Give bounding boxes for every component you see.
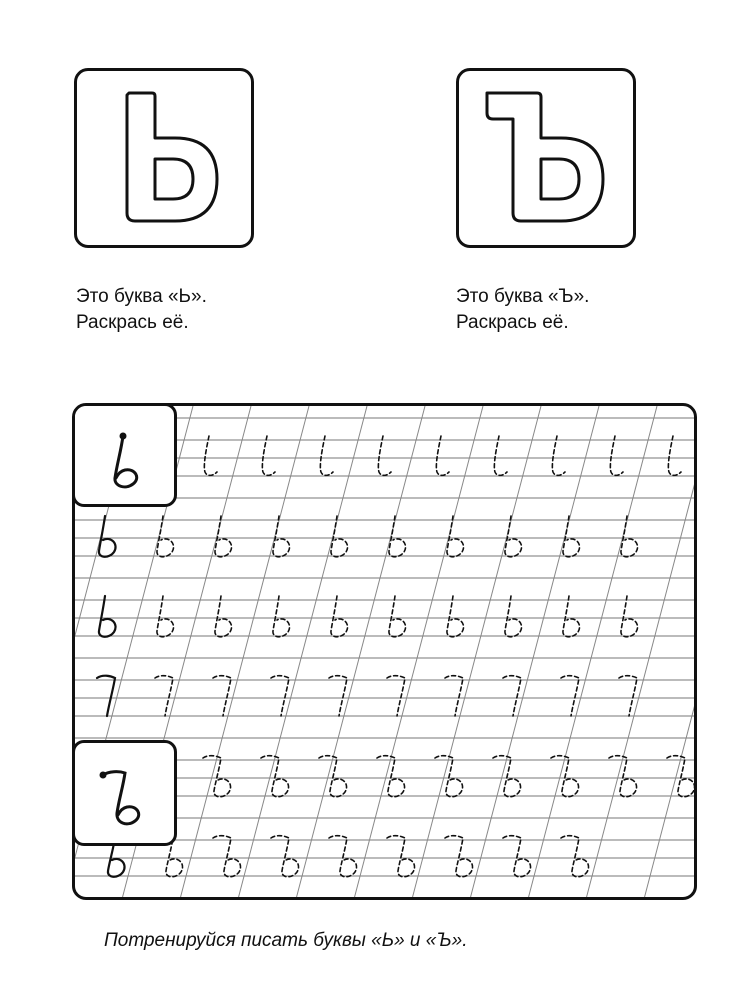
tracing-glyph-soft-sign [621,596,638,637]
tracing-glyph-soft-sign-stroke [494,436,507,475]
hard-sign-caption [456,284,589,336]
hard-sign-caption-line2: Раскрась её. [456,312,569,333]
tracing-glyph-soft-sign [563,516,580,557]
tracing-glyph-soft-sign [215,516,232,557]
tracing-glyph-soft-sign-stroke [378,436,391,475]
hard-sign-outline-glyph [459,71,633,245]
tracing-glyph-soft-sign [157,596,174,637]
tracing-glyph-hard-sign-tail [329,676,347,716]
tracing-glyph-soft-sign-stroke [320,436,333,475]
tracing-glyph-soft-sign [389,596,406,637]
tracing-glyph-soft-sign [447,516,464,557]
tracing-glyph-hard-sign-tail [97,676,115,716]
tracing-glyph-hard-sign [271,836,299,877]
tracing-glyph-hard-sign [609,756,637,797]
tracing-glyph-hard-sign-tail [503,676,521,716]
hard-sign-cursive-sample [75,743,175,843]
tracing-glyph-hard-sign [445,836,473,877]
tracing-glyph-soft-sign [331,516,348,557]
tracing-glyph-soft-sign [563,596,580,637]
slant-guide-line [411,406,541,900]
tracing-glyph-hard-sign [435,756,463,797]
tracing-glyph-soft-sign [331,596,348,637]
practice-instruction: Потренируйся писать буквы «Ь» и «Ъ». [104,930,468,951]
soft-sign-caption [76,284,207,336]
tracing-glyph-hard-sign-tail [387,676,405,716]
slant-guide-line [527,406,657,900]
tracing-glyph-soft-sign-stroke [610,436,623,475]
tracing-glyph-soft-sign [99,516,116,557]
soft-sign-outline-glyph [77,71,251,245]
tracing-glyph-soft-sign-stroke [668,436,681,475]
hard-sign-sample-box [72,740,177,846]
tracing-glyph-hard-sign [551,756,579,797]
slant-guide-line [469,406,599,900]
tracing-glyph-hard-sign-tail [155,676,173,716]
tracing-glyph-soft-sign [621,516,638,557]
tracing-glyph-soft-sign [215,596,232,637]
tracing-glyph-hard-sign [377,756,405,797]
tracing-glyph-hard-sign-tail [561,676,579,716]
tracing-glyph-soft-sign-stroke [262,436,275,475]
tracing-glyph-hard-sign [667,756,695,797]
hard-sign-letter-box [456,68,636,248]
soft-sign-caption-line2: Раскрась её. [76,312,189,333]
tracing-glyph-soft-sign [273,516,290,557]
tracing-glyph-soft-sign [505,516,522,557]
slant-guide-line [179,406,309,900]
tracing-glyph-soft-sign [389,516,406,557]
tracing-glyph-soft-sign-stroke [436,436,449,475]
tracing-glyph-hard-sign-tail [271,676,289,716]
soft-sign-letter-box [74,68,254,248]
slant-guide-line [237,406,367,900]
tracing-glyph-soft-sign [99,596,116,637]
tracing-glyph-hard-sign [213,836,241,877]
slant-guide-line [295,406,425,900]
tracing-glyph-soft-sign [447,596,464,637]
tracing-glyph-hard-sign [561,836,589,877]
soft-sign-caption-line1: Это буква «Ь». [76,286,207,307]
tracing-glyph-hard-sign [261,756,289,797]
handwriting-practice-frame [72,403,697,900]
tracing-glyph-hard-sign [329,836,357,877]
tracing-glyph-hard-sign [503,836,531,877]
tracing-glyph-hard-sign [387,836,415,877]
tracing-glyph-soft-sign [157,516,174,557]
tracing-glyph-soft-sign-stroke [204,436,217,475]
slant-guide-line [585,406,697,900]
slant-guide-line [353,406,483,900]
tracing-glyph-hard-sign [493,756,521,797]
soft-sign-cursive-sample [75,406,175,506]
tracing-glyph-soft-sign-stroke [552,436,565,475]
tracing-glyph-soft-sign [505,596,522,637]
hard-sign-caption-line1: Это буква «Ъ». [456,286,590,307]
tracing-glyph-hard-sign [319,756,347,797]
soft-sign-sample-box [72,403,177,507]
tracing-glyph-hard-sign-tail [213,676,231,716]
tracing-glyph-soft-sign [273,596,290,637]
tracing-glyph-hard-sign-tail [445,676,463,716]
tracing-glyph-hard-sign-tail [619,676,637,716]
slant-guide-line [643,406,697,900]
tracing-glyph-hard-sign [203,756,231,797]
